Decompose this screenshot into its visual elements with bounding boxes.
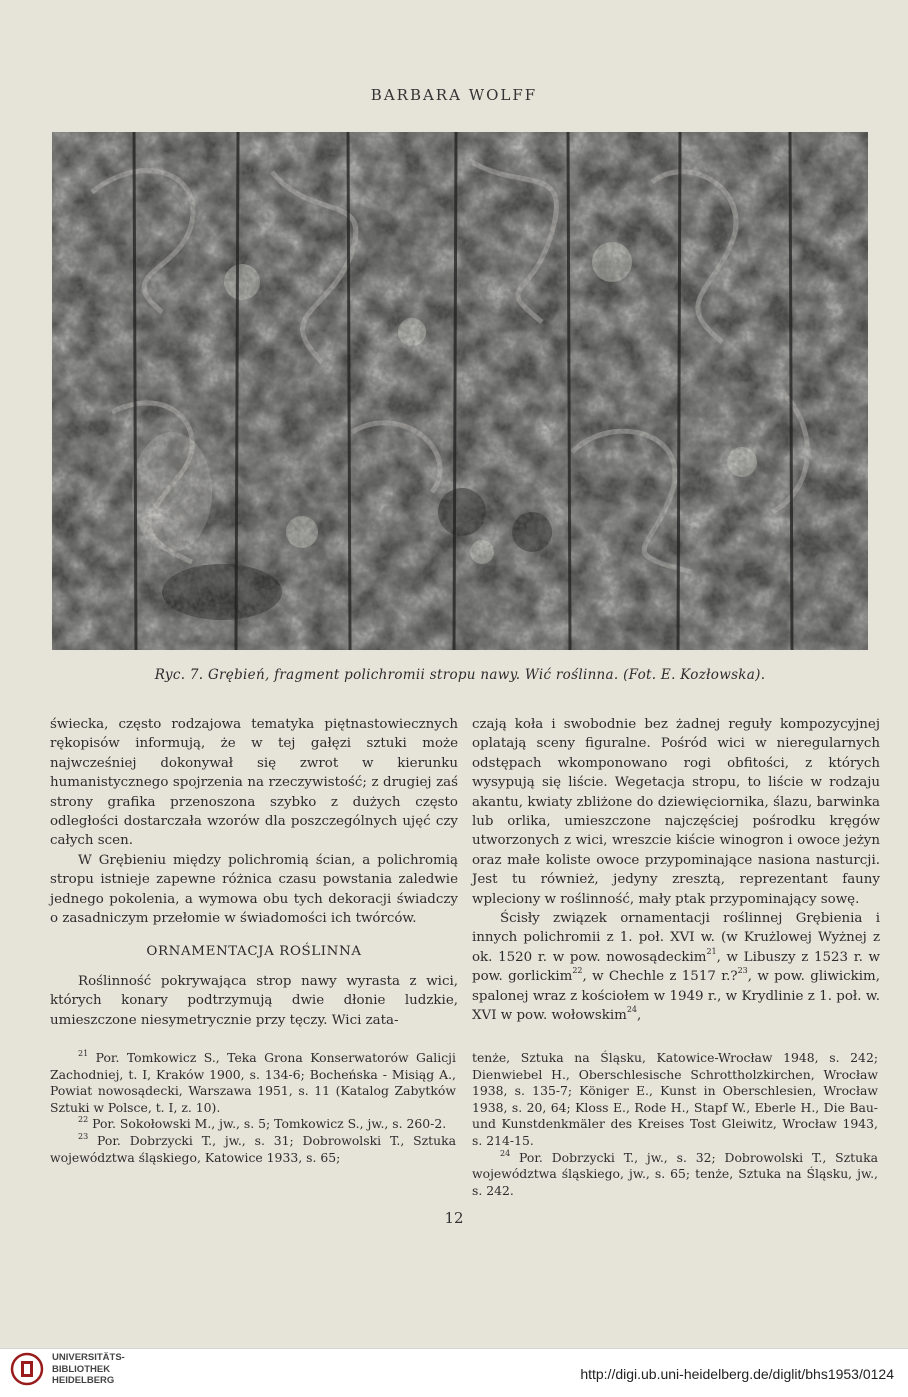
text-run: , w Libuszy z 1523 r. w pow. gorlickim [472,949,881,985]
paragraph: świecka, często rodzajowa tematyka piętnastowiecznych rękopisów informują, że w tej gałęzi sztuki może najwcześniej dokonywał się zwrot w kierunku humanistycznego spojrzenia na rzeczywistość; z drugiej zaś strony grafika przenoszona szybko z dużych często odległości dostarczała wzorów dla poszczególnych ujęć czy całych scen. [50,717,458,849]
left-column [50,715,458,1030]
footnote [50,1050,456,1116]
footnote-text: Por. Dobrzycki T., jw., s. 31; Dobrowolski T., Sztuka województwa śląskiego, Katowice 1933, s. 65; [50,1132,456,1165]
footnote-ref: 21 [706,946,717,956]
logo-line: BIBLIOTHEK [52,1363,111,1375]
footnote-text: Por. Sokołowski M., jw., s. 5; Tomkowicz S., jw., s. 260-2. [92,1116,447,1132]
text-run: Ścisły związek ornamentacji roślinnej Grębienia i innych polichromii z 1. poł. XVI w. (w Krużlowej Wyżnej z ok. 1520 r. w pow. nowosądeckim [472,911,880,965]
footnote-number: 23 [78,1131,89,1141]
ceiling-polychrome-image [52,132,868,650]
paragraph: czają koła i swobodnie bez żadnej reguły kompozycyjnej oplatają sceny figuralne. Pośród wici w nieregularnych odstępach wkomponowano rogi obfitości, z których wysypują się liście. Wegetacja stropu, to liście w rodzaju akantu, kwiaty zbliżone do dziewięciornika, ślazu, barwinka lub orlika, umieszczone najczęściej pośrodku kręgów utworzonych z wici, wreszcie kiście winogron i owoce jeżyn oraz małe koliste owoce przypominające nasiona nasturcji. Jest tu również, jedyny zresztą, reprezentant fauny wpleciony w roślinność, mały ptak przypominający sowę. [472,717,880,907]
text-run: , [637,1008,642,1024]
footnote-ref: 22 [572,966,583,976]
page-number: 12 [444,1209,464,1227]
footnote-continuation: tenże, Sztuka na Śląsku, Katowice-Wrocław 1948, s. 242; Dienwiebel H., Oberschlesische Schrottholzkirchen, Wrocław 1938, s. 135-7; Königer E., Kunst in Oberschlesien, Wrocław 1938, s. 20, 64; Kloss E., Rode H., Stapf W., Eberle H., Die Bau-und Kunstdenkmäler des Kreises Tost Gleiwitz, Wrocław 1943, s. 214-15. [472,1050,878,1148]
text-run: , w pow. gliwickim, spalonej wraz z kościołem w 1949 r., w Krydlinie z 1. poł. w. XVI w pow. wołowskim [472,969,881,1024]
footnote-number: 24 [500,1148,511,1158]
permalink-url[interactable]: http://digi.ub.uni-heidelberg.de/diglit/bhs1953/0124 [580,1366,894,1382]
section-heading: ORNAMENTACJA ROŚLINNA [146,944,362,960]
footnote [50,1116,456,1133]
paragraph [472,909,880,1025]
footnote-number: 21 [78,1049,89,1058]
footnote-number: 22 [78,1115,89,1125]
figure-caption: Ryc. 7. Grębień, fragment polichromii stropu nawy. Wić roślinna. (Fot. E. Kozłowska). [154,667,766,683]
text-run: , w Chechle z 1517 r.? [582,969,738,985]
footnotes-left [50,1050,456,1166]
logo-line: UNIVERSITÄTS- [52,1352,125,1363]
footnote [472,1150,878,1200]
logo-line: HEIDELBERG [52,1375,115,1386]
right-column [472,715,880,1026]
footnote-ref: 23 [737,966,748,976]
paragraph: Roślinność pokrywająca strop nawy wyrasta z wici, których konary podtrzymują dwie dłonie ludzkie, umieszczone niesymetrycznie przy tęczy. Wici zata- [50,973,458,1028]
library-logo[interactable] [10,1348,140,1392]
footnote-text: Por. Dobrzycki T., jw., s. 32; Dobrowolski T., Sztuka województwa śląskiego, jw., s. 65; tenże, Sztuka na Śląsku, jw., s. 242. [472,1149,878,1198]
footnote [50,1133,456,1166]
library-logo-text [52,1352,125,1387]
paragraph: W Grębieniu między polichromią ścian, a polichromią stropu istnieje zapewne różnica czasu powstania zaledwie jednego pokolenia, a wymowa obu tych dekoracji świadczy o zasadniczym przełomie w świadomości ich twórców. [50,852,458,927]
footnote-ref: 24 [626,1005,638,1015]
running-head: BARBARA WOLFF [370,86,538,104]
footnotes-right [472,1050,878,1199]
figure-photo [52,132,868,650]
university-seal-icon [10,1352,44,1386]
footnote-text: Por. Tomkowicz S., Teka Grona Konserwatorów Galicji Zachodniej, t. I, Kraków 1900, s. 134-6; Bocheńska - Misiąg A., Powiat nowosądecki, Warszawa 1951, s. 11 (Katalog Zabytków Sztuki w Polsce, t. I, z. 10). [50,1050,456,1115]
